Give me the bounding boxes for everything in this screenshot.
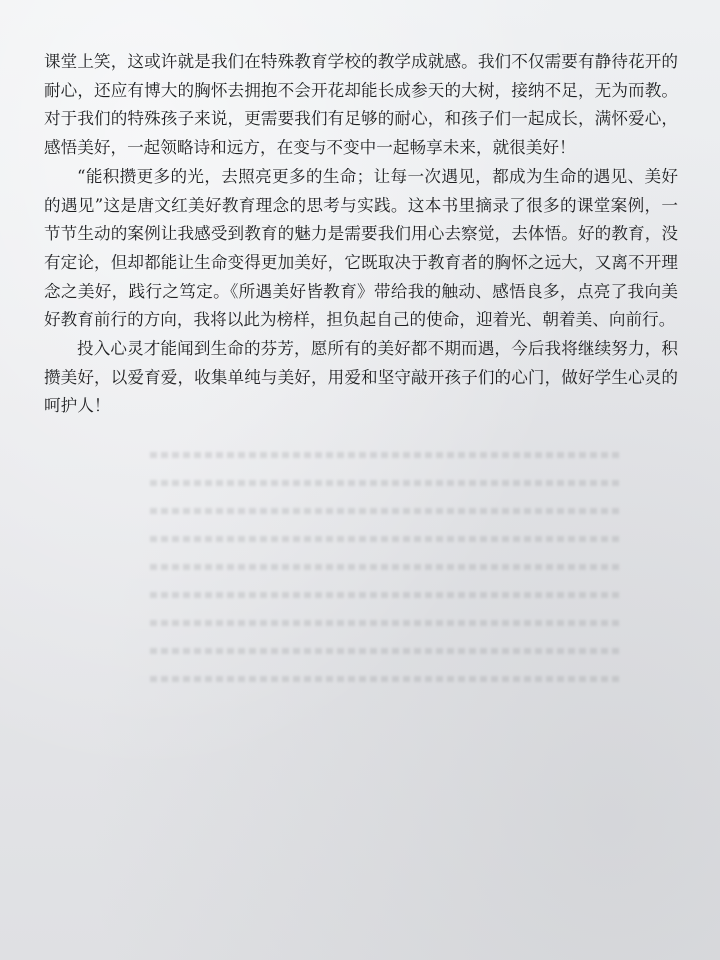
paragraph-3: 投入心灵才能闻到生命的芬芳，愿所有的美好都不期而遇，今后我将继续努力，积攒美好，以爱育爱，收集单纯与美好，用爱和坚守敲开孩子们的心门，做好学生心灵的呵护人！ bbox=[44, 339, 678, 416]
show-through-line bbox=[150, 620, 620, 626]
document-body bbox=[44, 48, 678, 421]
show-through-text bbox=[150, 430, 620, 760]
show-through-line bbox=[150, 592, 620, 598]
show-through-line bbox=[150, 564, 620, 570]
show-through-line bbox=[150, 676, 620, 682]
show-through-line bbox=[150, 648, 620, 654]
show-through-line bbox=[150, 480, 620, 486]
show-through-line bbox=[150, 508, 620, 514]
show-through-line bbox=[150, 536, 620, 542]
show-through-line bbox=[150, 452, 620, 458]
paragraph-1: 课堂上笑，这或许就是我们在特殊教育学校的教学成就感。我们不仅需要有静待花开的耐心，还应有博大的胸怀去拥抱不会开花却能长成参天的大树，接纳不足，无为而教。对于我们的特殊孩子来说，更需要我们有足够的耐心，和孩子们一起成长，满怀爱心，感悟美好，一起领略诗和远方，在变与不变中一起畅享未来，就很美好！ bbox=[44, 52, 678, 158]
paragraph-2: “能积攒更多的光，去照亮更多的生命；让每一次遇见，都成为生命的遇见、美好的遇见”这是唐文红美好教育理念的思考与实践。这本书里摘录了很多的课堂案例，一节节生动的案例让我感受到教育的魅力是需要我们用心去察觉，去体悟。好的教育，没有定论，但却都能让生命变得更加美好，它既取决于教育者的胸怀之远大，又离不开理念之美好，践行之笃定。《所遇美好皆教育》带给我的触动、感悟良多，点亮了我向美好教育前行的方向，我将以此为榜样，担负起自己的使命，迎着光、朝着美、向前行。 bbox=[44, 166, 678, 330]
